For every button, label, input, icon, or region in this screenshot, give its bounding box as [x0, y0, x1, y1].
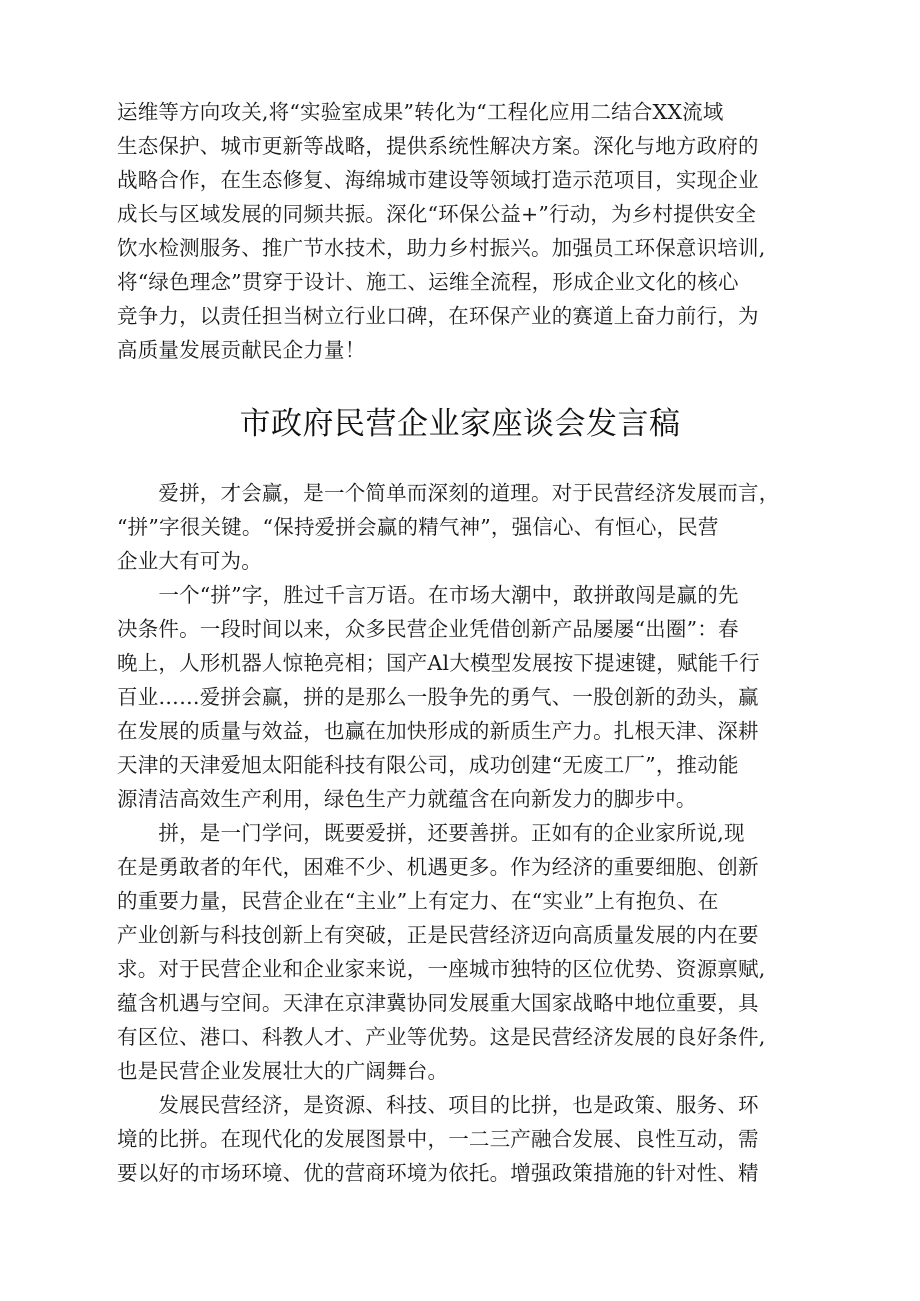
- text-line: 高质量发展贡献民企力量！: [117, 338, 366, 362]
- text-line: 蕴含机遇与空间。天津在京津冀协同发展重大国家战略中地位重要，具: [117, 991, 759, 1015]
- text-line: 有区位、港口、科教人才、产业等优势。这是民营经济发展的良好条件,: [117, 1025, 766, 1049]
- text-line: 也是民营企业发展壮大的广阔舞台。: [117, 1059, 449, 1083]
- text-line: 源清洁高效生产利用，绿色生产力就蕴含在向新发力的脚步中。: [117, 787, 697, 811]
- text-line: 拼，是一门学问，既要爱拼，还要善拼。正如有的企业家所说,现: [117, 821, 745, 845]
- text-line: 一个“拼”字，胜过千言万语。在市场大潮中，敢拼敢闯是赢的先: [117, 583, 739, 607]
- text-line: 生态保护、城市更新等战略，提供系统性解决方案。深化与地方政府的: [117, 134, 759, 158]
- body-text: [117, 476, 837, 1190]
- text-line: 要以好的市场环境、优的营商环境为依托。增强政策措施的针对性、精: [117, 1161, 759, 1185]
- text-line: 的重要力量，民营企业在“主业”上有定力、在“实业”上有抱负、在: [117, 889, 719, 913]
- text-line: 天津的天津爱旭太阳能科技有限公司，成功创建“无废工厂”，推动能: [117, 753, 739, 777]
- text-line: 求。对于民营企业和企业家来说，一座城市独特的区位优势、资源禀赋,: [117, 957, 766, 981]
- text-line: 发展民营经济，是资源、科技、项目的比拼，也是政策、服务、环: [117, 1093, 759, 1117]
- text-line: 百业……爱拼会赢，拼的是那么一股争先的勇气、一股创新的劲头，赢: [117, 685, 759, 709]
- text-line: 竞争力，以责任担当树立行业口碑，在环保产业的赛道上奋力前行，为: [117, 304, 759, 328]
- text-line: “拼”字很关键。“保持爱拼会赢的精气神”，强信心、有恒心，民营: [117, 515, 719, 539]
- text-line: 运维等方向攻关,将“实验室成果”转化为“工程化应用二结合XX流域: [117, 100, 724, 124]
- text-line: 将“绿色理念”贯穿于设计、施工、运维全流程，形成企业文化的核心: [117, 270, 739, 294]
- text-line: 企业大有可为。: [117, 549, 262, 573]
- text-line: 饮水检测服务、推广节水技术，助力乡村振兴。加强员工环保意识培训,: [117, 236, 766, 260]
- text-line: 晚上，人形机器人惊艳亮相；国产Al大模型发展按下提速键，赋能千行: [117, 651, 760, 675]
- text-line: 战略合作，在生态修复、海绵城市建设等领域打造示范项目，实现企业: [117, 168, 759, 192]
- intro-paragraph: [117, 95, 837, 367]
- text-line: 决条件。一段时间以来，众多民营企业凭借创新产品屡屡“出圈”：春: [117, 617, 739, 641]
- text-line: 在是勇敢者的年代，困难不少、机遇更多。作为经济的重要细胞、创新: [117, 855, 759, 879]
- text-line: 成长与区域发展的同频共振。深化“环保公益+”行动，为乡村提供安全: [117, 202, 757, 226]
- text-line: 爱拼，才会赢，是一个简单而深刻的道理。对于民营经济发展而言，: [117, 481, 780, 505]
- document-title: 市政府民营企业家座谈会发言稿: [239, 406, 681, 442]
- text-line: 产业创新与科技创新上有突破，正是民营经济迈向高质量发展的内在要: [117, 923, 759, 947]
- text-line: 境的比拼。在现代化的发展图景中，一二三产融合发展、良性互动，需: [117, 1127, 759, 1151]
- text-line: 在发展的质量与效益，也赢在加快形成的新质生产力。扎根天津、深耕: [117, 719, 759, 743]
